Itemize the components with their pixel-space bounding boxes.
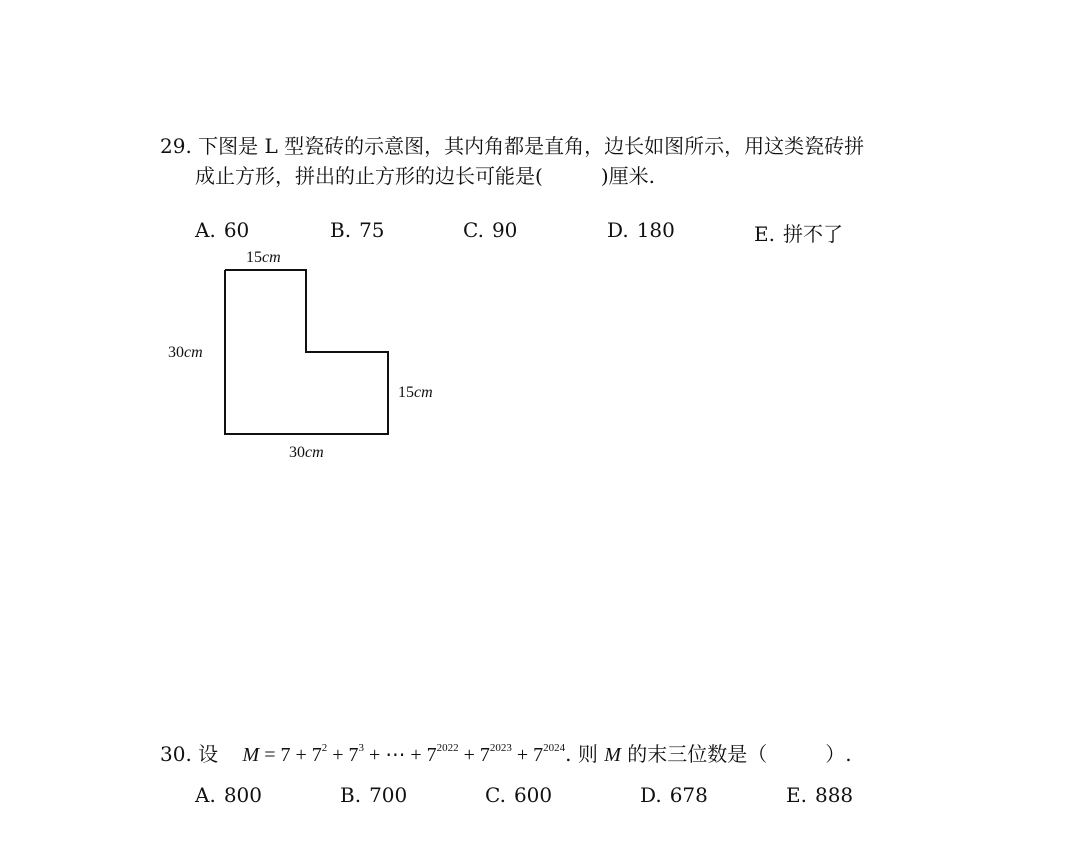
- l-tile-outline: [225, 270, 388, 434]
- q29-stem-line1: 下图是 L 型瓷砖的示意图，其内角都是直角，边长如图所示，用这类瓷砖拼: [198, 134, 865, 158]
- q29-line1: [160, 130, 864, 159]
- q30-option-c: C. 600: [485, 783, 553, 807]
- q29-stem-line2a: 成止方形，拼出的止方形的边长可能是(: [195, 164, 543, 188]
- q30-option-b: B. 700: [340, 783, 408, 807]
- label-right-15cm: 15cm: [398, 384, 433, 401]
- q30-option-d: D. 678: [640, 783, 708, 807]
- q29-line2: [195, 160, 655, 189]
- q30-option-a: A. 800: [195, 783, 262, 807]
- q30-var-m: M: [604, 744, 621, 766]
- q30-number: 30.: [160, 742, 192, 766]
- q29-stem-line2b: )厘米.: [600, 164, 655, 188]
- q30-suffix: 的末三位数是（: [627, 742, 768, 766]
- q30-close: ）.: [825, 742, 852, 766]
- q29-option-e: E. 拼不了: [754, 222, 843, 246]
- q29-option-b: B. 75: [330, 218, 385, 242]
- label-left-30cm: 30cm: [168, 344, 203, 361]
- q30-equation: $M = 7 + 7^2 + 7^3$ + ⋯ + $7^{2022} + 7^{2023} + 7^{2024}$: [242, 742, 566, 766]
- q30-stem: [160, 738, 852, 767]
- label-top-15cm: 15cm: [246, 249, 281, 266]
- q30-option-e: E. 888: [786, 783, 854, 807]
- q30-after: . 则: [565, 742, 598, 766]
- q30-prefix: 设: [198, 742, 219, 766]
- q29-number: 29.: [160, 134, 192, 158]
- q29-option-d: D. 180: [607, 218, 675, 242]
- q29-option-a: A. 60: [195, 218, 250, 242]
- q29-option-c: C. 90: [463, 218, 518, 242]
- label-bottom-30cm: 30cm: [289, 444, 324, 461]
